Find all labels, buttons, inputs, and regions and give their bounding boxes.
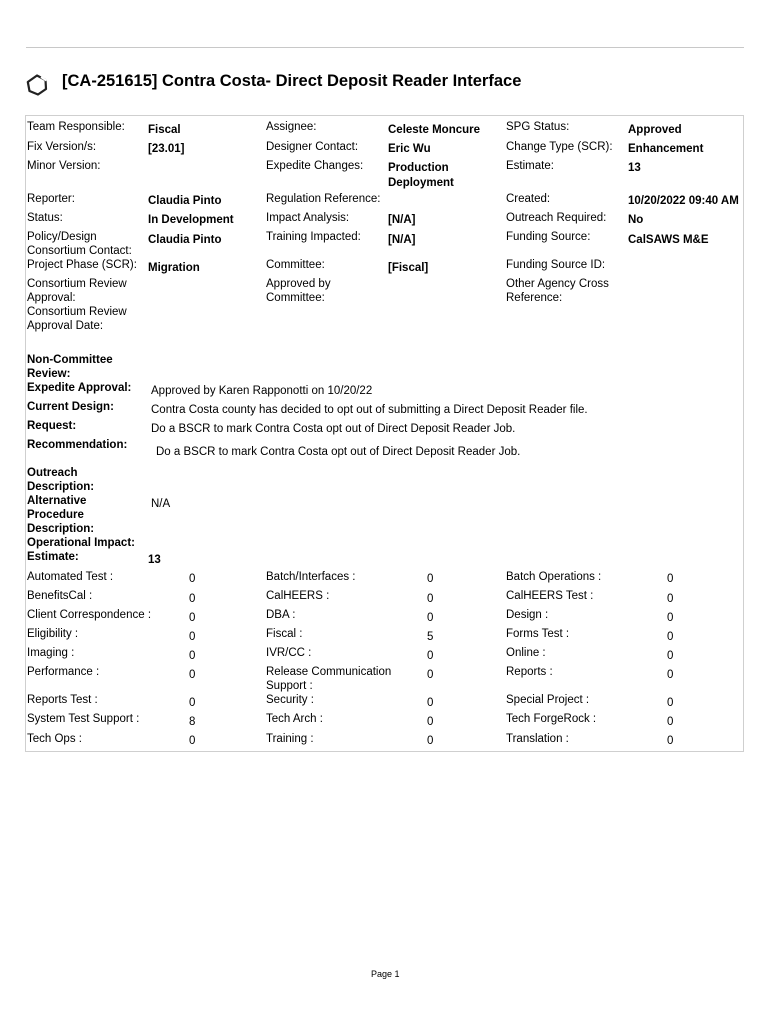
training-impacted-label: Training Impacted: [266, 231, 361, 243]
section-estimate-label: Estimate: [27, 551, 79, 563]
estimate-performance-value: 0 [189, 669, 196, 681]
estimate-ivr-cc-value: 0 [427, 650, 434, 662]
page-number: Page 1 [371, 969, 400, 979]
change-type-value: Enhancement [628, 143, 704, 155]
estimate-release-communication-value: 0 [427, 669, 434, 681]
training-impacted-value: [N/A] [388, 234, 416, 246]
estimate-special-project-label: Special Project : [506, 694, 590, 706]
funding-source-value: CalSAWS M&E [628, 234, 709, 246]
alternative-procedure-label-1: Alternative [27, 495, 87, 507]
estimate-release-communication-label-1: Release Communication [266, 666, 392, 678]
estimate-calheers-value: 0 [427, 593, 434, 605]
impact-analysis-label: Impact Analysis: [266, 212, 350, 224]
policy-design-label-2: Consortium Contact: [27, 245, 132, 257]
status-label: Status: [27, 212, 63, 224]
project-phase-value: Migration [148, 262, 200, 274]
estimate-tech-arch-label: Tech Arch : [266, 713, 323, 725]
team-responsible-value: Fiscal [148, 124, 181, 136]
estimate-client-correspondence-value: 0 [189, 612, 196, 624]
estimate-reports-label: Reports : [506, 666, 553, 678]
fix-versions-label: Fix Version/s: [27, 141, 97, 153]
current-design-text: Contra Costa county has decided to opt out of submitting a Direct Deposit Reader file. [151, 404, 588, 416]
funding-source-id-label: Funding Source ID: [506, 259, 606, 271]
estimate-training-value: 0 [427, 735, 434, 747]
status-value: In Development [148, 214, 234, 226]
spg-status-value: Approved [628, 124, 682, 136]
outreach-required-label: Outreach Required: [506, 212, 607, 224]
designer-contact-label: Designer Contact: [266, 141, 359, 153]
estimate-dba-label: DBA : [266, 609, 296, 621]
expedite-changes-label: Expedite Changes: [266, 160, 364, 172]
estimate-automated-test-value: 0 [189, 573, 196, 585]
non-committee-review-label-1: Non-Committee [27, 354, 113, 366]
other-agency-label-2: Reference: [506, 292, 563, 304]
alternative-procedure-label-2: Procedure [27, 509, 84, 521]
estimate-reports-value: 0 [667, 669, 674, 681]
estimate-design-label: Design : [506, 609, 549, 621]
estimate-batch-operations-label: Batch Operations : [506, 571, 602, 583]
estimate-imaging-value: 0 [189, 650, 196, 662]
recommendation-label: Recommendation: [27, 439, 128, 451]
estimate-translation-value: 0 [667, 735, 674, 747]
created-label: Created: [506, 193, 551, 205]
policy-design-value: Claudia Pinto [148, 234, 222, 246]
spg-status-label: SPG Status: [506, 121, 570, 133]
alternative-procedure-text: N/A [151, 498, 171, 510]
other-agency-label-1: Other Agency Cross [506, 278, 609, 290]
current-design-label: Current Design: [27, 401, 114, 413]
fix-versions-value: [23.01] [148, 143, 185, 155]
estimate-value: 13 [628, 162, 641, 174]
estimate-tech-forgerock-label: Tech ForgeRock : [506, 713, 597, 725]
estimate-benefitscal-label: BenefitsCal : [27, 590, 93, 602]
estimate-tech-forgerock-value: 0 [667, 716, 674, 728]
created-value: 10/20/2022 09:40 AM [628, 195, 739, 207]
alternative-procedure-label-3: Description: [27, 523, 95, 535]
estimate-calheers-test-label: CalHEERS Test : [506, 590, 594, 602]
estimate-fiscal-label: Fiscal : [266, 628, 303, 640]
project-phase-label: Project Phase (SCR): [27, 259, 137, 271]
estimate-calheers-test-value: 0 [667, 593, 674, 605]
estimate-dba-value: 0 [427, 612, 434, 624]
estimate-security-value: 0 [427, 697, 434, 709]
outreach-description-label-1: Outreach [27, 467, 78, 479]
committee-value: [Fiscal] [388, 262, 429, 274]
consortium-review-date-label-1: Consortium Review [27, 306, 127, 318]
estimate-system-test-support-value: 8 [189, 716, 196, 728]
estimate-online-label: Online : [506, 647, 546, 659]
reporter-value: Claudia Pinto [148, 195, 222, 207]
estimate-eligibility-value: 0 [189, 631, 196, 643]
assignee-value: Celeste Moncure [388, 124, 481, 136]
estimate-forms-test-label: Forms Test : [506, 628, 570, 640]
estimate-performance-label: Performance : [27, 666, 100, 678]
section-estimate-value: 13 [148, 554, 161, 566]
consortium-review-approval-label-2: Approval: [27, 292, 76, 304]
outreach-description-label-2: Description: [27, 481, 95, 493]
estimate-batch-operations-value: 0 [667, 573, 674, 585]
consortium-review-date-label-2: Approval Date: [27, 320, 104, 332]
estimate-forms-test-value: 0 [667, 631, 674, 643]
estimate-translation-label: Translation : [506, 733, 569, 745]
expedite-changes-value-2: Deployment [388, 177, 454, 189]
reporter-label: Reporter: [27, 193, 75, 205]
page-title: [CA-251615] Contra Costa- Direct Deposit Reader Interface [62, 72, 522, 90]
assignee-label: Assignee: [266, 121, 317, 133]
estimate-automated-test-label: Automated Test : [27, 571, 114, 583]
estimate-fiscal-value: 5 [427, 631, 434, 643]
estimate-system-test-support-label: System Test Support : [27, 713, 140, 725]
estimate-design-value: 0 [667, 612, 674, 624]
estimate-tech-ops-label: Tech Ops : [27, 733, 82, 745]
estimate-special-project-value: 0 [667, 697, 674, 709]
operational-impact-label: Operational Impact: [27, 537, 135, 549]
change-type-label: Change Type (SCR): [506, 141, 613, 153]
estimate-benefitscal-value: 0 [189, 593, 196, 605]
estimate-batch-interfaces-value: 0 [427, 573, 434, 585]
estimate-calheers-label: CalHEERS : [266, 590, 330, 602]
estimate-ivr-cc-label: IVR/CC : [266, 647, 312, 659]
estimate-security-label: Security : [266, 694, 314, 706]
top-rule [26, 47, 744, 48]
estimate-online-value: 0 [667, 650, 674, 662]
committee-label: Committee: [266, 259, 325, 271]
impact-analysis-value: [N/A] [388, 214, 416, 226]
estimate-tech-arch-value: 0 [427, 716, 434, 728]
funding-source-label: Funding Source: [506, 231, 591, 243]
request-label: Request: [27, 420, 77, 432]
minor-version-label: Minor Version: [27, 160, 101, 172]
approved-by-committee-label-2: Committee: [266, 292, 325, 304]
approved-by-committee-label-1: Approved by [266, 278, 331, 290]
estimate-tech-ops-value: 0 [189, 735, 196, 747]
estimate-client-correspondence-label: Client Correspondence : [27, 609, 152, 621]
consortium-review-approval-label-1: Consortium Review [27, 278, 127, 290]
expedite-approval-label: Expedite Approval: [27, 382, 132, 394]
expedite-approval-text: Approved by Karen Rapponotti on 10/20/22 [151, 385, 373, 397]
estimate-reports-test-label: Reports Test : [27, 694, 98, 706]
estimate-release-communication-label-2: Support : [266, 680, 313, 692]
estimate-imaging-label: Imaging : [27, 647, 75, 659]
designer-contact-value: Eric Wu [388, 143, 431, 155]
request-text: Do a BSCR to mark Contra Costa opt out of Direct Deposit Reader Job. [151, 423, 516, 435]
expedite-changes-value-1: Production [388, 162, 449, 174]
outreach-required-value: No [628, 214, 644, 226]
estimate-batch-interfaces-label: Batch/Interfaces : [266, 571, 356, 583]
estimate-eligibility-label: Eligibility : [27, 628, 79, 640]
estimate-label: Estimate: [506, 160, 554, 172]
regulation-reference-label: Regulation Reference: [266, 193, 381, 205]
hexagon-logo-icon [26, 74, 48, 96]
estimate-reports-test-value: 0 [189, 697, 196, 709]
policy-design-label-1: Policy/Design [27, 231, 97, 243]
recommendation-text: Do a BSCR to mark Contra Costa opt out of Direct Deposit Reader Job. [156, 446, 521, 458]
team-responsible-label: Team Responsible: [27, 121, 125, 133]
non-committee-review-label-2: Review: [27, 368, 71, 380]
estimate-training-label: Training : [266, 733, 314, 745]
